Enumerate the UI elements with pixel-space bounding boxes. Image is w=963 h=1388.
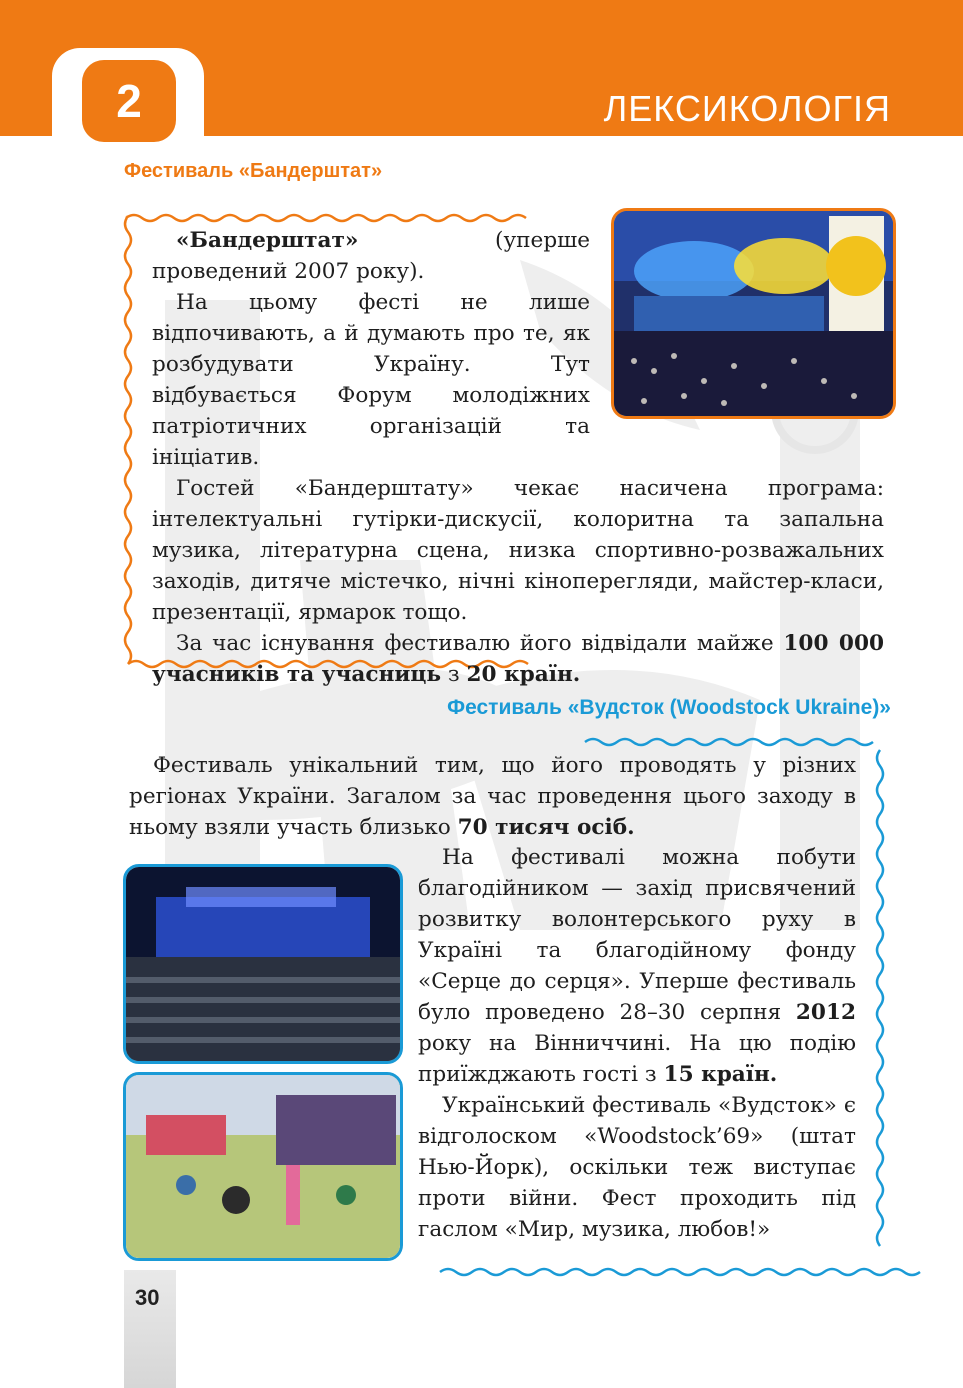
section2-intro <box>129 750 856 843</box>
paragraph-7: Український фестиваль «Вудсток» є відголоском «Woodstock’69» (штат Нью-Йорк), оскільки теж виступає проти війни. Фест проходить під гаслом «Мир, музика, любов!» <box>418 1093 856 1242</box>
paragraph-4-mid: з <box>441 662 467 687</box>
paragraph-6-mid: року на Вінниччині. На цю подію приїжджають гості з <box>418 1031 856 1087</box>
paragraph-5 <box>129 750 856 843</box>
participants-count: 100 000 учасників та учасниць <box>152 631 884 687</box>
paragraph-5-text: Фестиваль унікальний тим, що його проводять у різних регіонах України. Загалом за час проведення цього заходу в ньому взяли участь близько <box>129 753 856 840</box>
section1-text <box>152 225 884 690</box>
guest-countries-count: 15 країн. <box>663 1062 778 1087</box>
paragraph-1-text: (уперше проведений 2007 року). <box>152 228 590 284</box>
section2-text <box>418 842 856 1245</box>
attendance-count: 70 тисяч осіб. <box>457 815 635 840</box>
chapter-number-badge: 2 <box>82 60 176 142</box>
paragraph-2: На цьому фесті не лише відпочивають, а й думають про те, як розбудувати Україну. Тут відбувається Форум молодіжних патріотичних організацій та ініціатив. <box>152 290 590 470</box>
year-value: 2012 <box>795 1000 856 1025</box>
paragraph-6 <box>418 842 856 1090</box>
festival-name: «Бандерштат» <box>176 228 359 253</box>
chapter-title: ЛЕКСИКОЛОГІЯ <box>603 88 891 129</box>
paragraph-3-text: Гостей «Бандерштату» чекає насичена програма: інтелектуальні гутірки-дискусії, колоритна та запальна музика, літературна сцена, низка спортивно-розважальних заходів, дитяче містечко, нічні кіноперегляди, майстер-класи, презентації, ярмарок тощо. <box>152 476 884 625</box>
paragraph-4-text: За час існування фестивалю його відвідали майже <box>176 631 784 656</box>
countries-count: 20 країн. <box>466 662 581 687</box>
paragraph-4 <box>152 628 884 690</box>
paragraph-1 <box>152 225 590 287</box>
night-crowd-photo <box>123 864 403 1064</box>
paragraph-3 <box>152 473 884 628</box>
section-heading-woodstock: Фестиваль «Вудсток (Woodstock Ukraine)» <box>447 696 891 719</box>
paragraph-6-text: На фестивалі можна побути благодійником — захід присвячений розвитку волонтерського руху в Україні та благодійному фонду «Серце до серця». Уперше фестиваль було проведено 28–30 серпня <box>418 845 856 1025</box>
festival-field-photo <box>123 1072 403 1261</box>
page-number: 30 <box>135 1285 160 1310</box>
section-heading-bandershtat: Фестиваль «Бандерштат» <box>124 160 383 182</box>
